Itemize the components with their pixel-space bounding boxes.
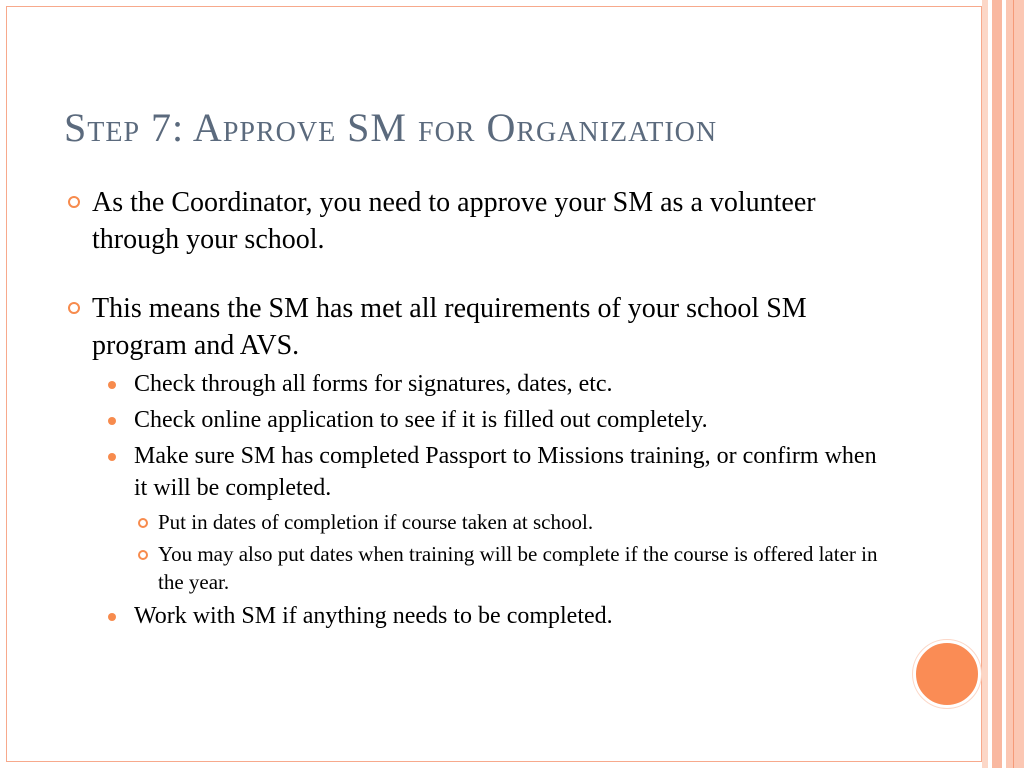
bullet-text: This means the SM has met all requirements of your school SM program and AVS. [92,293,807,361]
sub-bullet-item [108,368,888,400]
bullet-text: As the Coordinator, you need to approve your SM as a volunteer through your school. [92,187,816,255]
decorative-stripe [992,0,1002,768]
ring-bullet-icon [138,518,148,528]
sub-sub-bullet-item [138,508,888,536]
slide-content [68,184,888,636]
sub-bullet-item [108,600,888,632]
dot-bullet-icon [108,453,116,461]
bullet-item [68,290,888,364]
sub-bullet-list [108,368,888,632]
decorative-stripe [1013,0,1014,768]
sub-sub-bullet-list [138,508,888,596]
ring-bullet-icon [68,196,80,208]
decorative-stripe [1006,0,1024,768]
sub-sub-bullet-item [138,540,888,596]
sub-sub-bullet-text: Put in dates of completion if course taken at school. [158,510,594,534]
ring-bullet-icon [138,550,148,560]
sub-bullet-text: Check through all forms for signatures, dates, etc. [134,371,613,397]
sub-bullet-text: Work with SM if anything needs to be completed. [134,603,613,629]
sub-bullet-text: Make sure SM has completed Passport to Missions training, or confirm when it will be completed. [134,443,877,501]
sub-sub-bullet-text: You may also put dates when training will be complete if the course is offered later in the year. [158,542,878,594]
ring-bullet-icon [68,302,80,314]
sub-bullet-item [108,404,888,436]
slide-title: Step 7: Approve SM for Organization [64,105,718,150]
dot-bullet-icon [108,381,116,389]
decorative-circle [913,640,981,708]
sub-bullet-item [108,440,888,504]
sub-bullet-text: Check online application to see if it is filled out completely. [134,407,708,433]
dot-bullet-icon [108,613,116,621]
bullet-item [68,184,888,258]
dot-bullet-icon [108,417,116,425]
